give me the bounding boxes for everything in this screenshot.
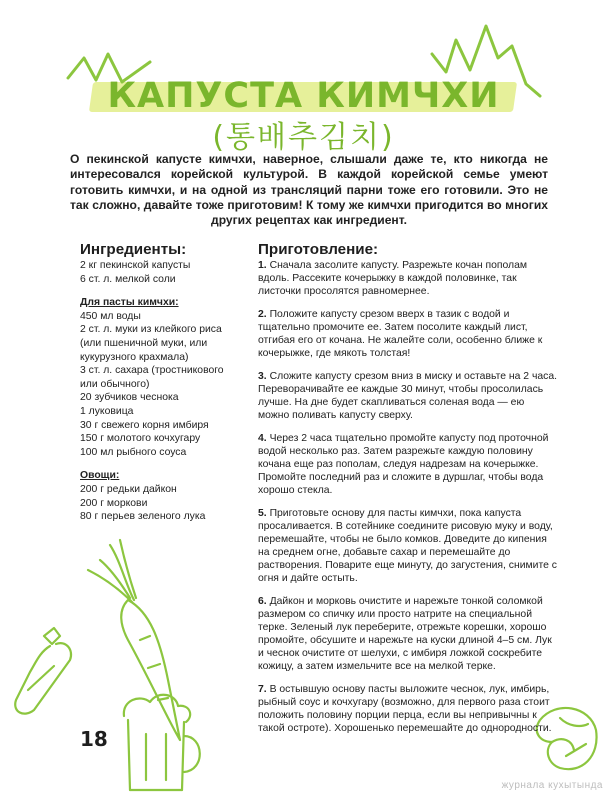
watermark: журнала кухытында <box>501 780 603 791</box>
intro-paragraph: О пекинской капусте кимчхи, наверное, слышали даже те, кто никогда не интересовался корейской культурой. В каждой корейской семье умеют готовить кимчхи, и на одной из трансляций парни тоже его готовили. Это не так сложно, давайте тоже приготовим! К тому же кимчхи пригодится во многих других рецептах как ингредиент. <box>70 152 548 228</box>
step <box>258 308 558 360</box>
step-text: Сложите капусту срезом вниз в миску и оставьте на 2 часа. Переворачивайте ее каждые 30 минут, чтобы просолилась лучше. На дне будет скапливаться соленая вода — ею можно поливать капусту сверху. <box>258 371 558 421</box>
recipe-title: КАПУСТА КИМЧХИ <box>95 76 511 116</box>
list-item: 1 луковица <box>80 405 134 417</box>
list-item: 100 мл рыбного соуса <box>80 446 187 458</box>
ingredients-column <box>80 241 242 524</box>
list-item: 200 г редьки дайкон <box>80 483 177 495</box>
list-item: 2 кг пекинской капусты <box>80 260 191 271</box>
korean-title: (통배추김치) <box>212 120 395 155</box>
preparation-heading: Приготовление: <box>258 241 379 258</box>
list-item: 30 г свежего корня имбиря <box>80 419 209 431</box>
step-text: Сначала засолите капусту. Разрежьте кочан пополам вдоль. Рассеките кочерыжку в каждой половинке, так листочки просолятся равномернее. <box>258 260 528 297</box>
step-number: 5. <box>258 508 267 519</box>
veg-heading: Овощи: <box>80 470 120 482</box>
step-number: 3. <box>258 371 267 382</box>
list-item: 6 ст. л. мелкой соли <box>80 273 176 285</box>
list-item: 80 г перьев зеленого лука <box>80 511 206 523</box>
list-item: 200 г моркови <box>80 497 148 509</box>
preparation-column <box>258 241 558 745</box>
bottle-icon <box>15 628 71 714</box>
step-number: 1. <box>258 260 267 271</box>
step <box>258 432 558 497</box>
carrot-icon <box>88 540 180 740</box>
paste-list <box>80 310 242 460</box>
title-block <box>0 76 607 158</box>
step-text: Дайкон и морковь очистите и нарежьте тонкой соломкой размером со спичку или просто натрите на специальной терке. Зеленый лук переберите, отрежьте корешки, хорошо промойте, обсушите и нарежьте на куски длиной 4–5 см. Лук и чеснок очистите от шелухи, с имбиря ложкой соскребите кожицу, а затем измельчите все на мелкой терке. <box>258 596 552 672</box>
step-text: Положите капусту срезом вверх в тазик с водой и тщательно промочите ее. Затем посолите каждый лист, отгибая его от кочана. Не жалейте соли, особенно ближе к кочерыжке, где мякоть толстая! <box>258 309 543 359</box>
step-text: Приготовьте основу для пасты кимчхи, пока капуста просаливается. В сотейнике соедините рисовую муку и воду, перемешайте, чтобы не было комков. Доведите до кипения на среднем огне, добавьте сахар и перемешайте до растворения. Поварите еще минуту, до загустения, снимите с огня и дайте остыть. <box>258 508 557 584</box>
step <box>258 683 558 735</box>
veg-list <box>80 483 242 524</box>
list-item: 20 зубчиков чеснока <box>80 392 179 404</box>
step-number: 7. <box>258 684 267 695</box>
list-item: 150 г молотого кочхугару <box>80 433 201 445</box>
list-item: 450 мл воды <box>80 310 141 322</box>
page-number: 18 <box>80 727 108 751</box>
list-item: 3 ст. л. сахара (тростникового или обычного) <box>80 365 224 390</box>
step-number: 4. <box>258 433 267 444</box>
list-item: 2 ст. л. муки из клейкого риса (или пшеничной муки, или кукурузного крахмала) <box>80 324 222 363</box>
beer-mug-icon <box>124 695 200 790</box>
step <box>258 507 558 585</box>
ingredients-main-list <box>80 259 242 286</box>
step <box>258 259 558 298</box>
step-number: 2. <box>258 309 267 320</box>
step-text: В остывшую основу пасты выложите чеснок, лук, имбирь, рыбный соус и кочхугару (возможно, для первого раза стоит положить половину порции перца, если вы непривычны к такой остроте). Хорошенько перемешайте до однородности. <box>258 684 552 734</box>
step <box>258 595 558 673</box>
step-text: Через 2 часа тщательно промойте капусту под проточной водой несколько раз. Затем разрежьте каждую половину кочана еще раз пополам, следуя надрезам на кочерыжке. Промойте последний раз и сложите в дуршлаг, чтобы вода хорошо стекла. <box>258 433 549 496</box>
step <box>258 370 558 422</box>
paste-heading: Для пасты кимчхи: <box>80 297 179 309</box>
ingredients-heading: Ингредиенты: <box>80 241 187 258</box>
step-number: 6. <box>258 596 267 607</box>
